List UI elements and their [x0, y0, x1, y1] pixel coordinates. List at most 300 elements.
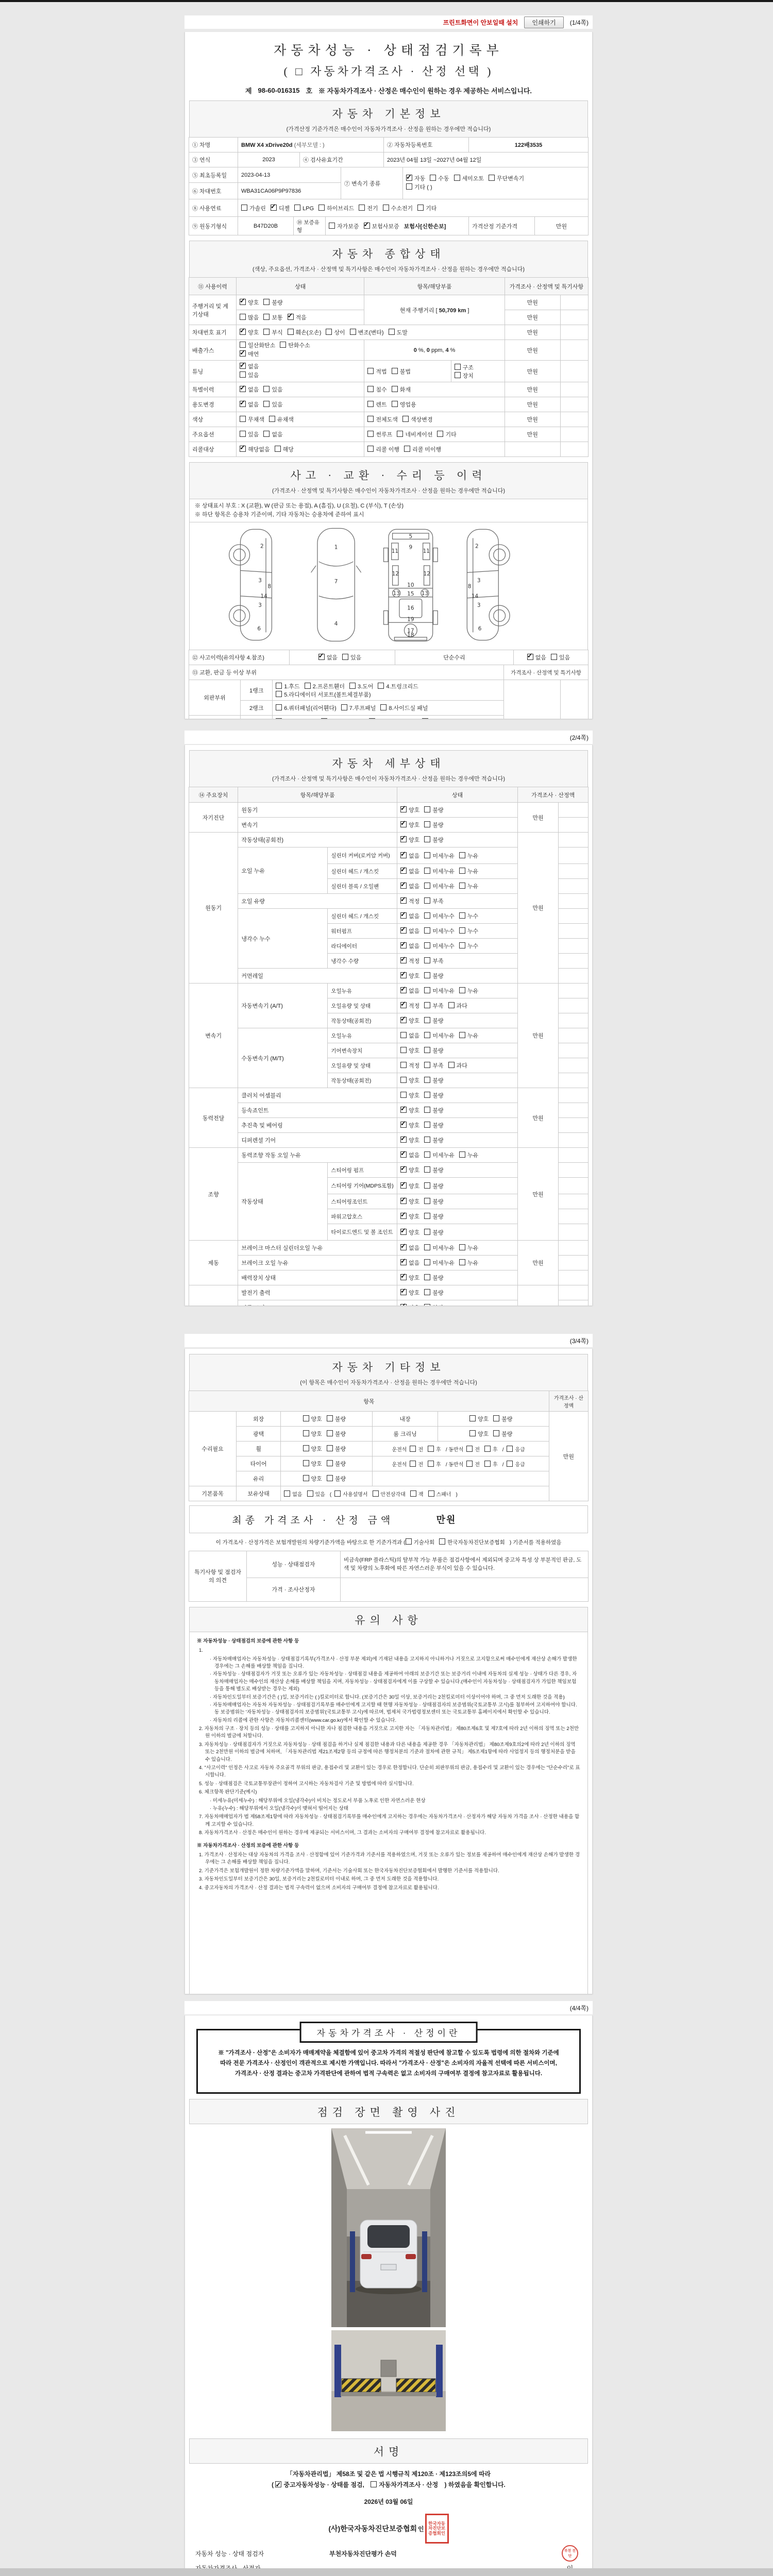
checkbox	[469, 1415, 476, 1421]
checkbox-option: 양호	[303, 1460, 322, 1468]
checkbox	[241, 205, 247, 211]
checkbox-option: 불법	[392, 367, 411, 376]
checkbox-option: 불량	[263, 298, 282, 307]
checkbox-option: 훼손(오손)	[288, 328, 322, 336]
checkbox	[359, 205, 365, 211]
checkbox-option: 5.라디에이터 서포트(볼트체결부품)	[276, 690, 371, 699]
checkbox-option: 불량	[327, 1430, 346, 1438]
checkbox	[406, 183, 412, 190]
checkbox	[455, 364, 461, 370]
checkbox	[400, 883, 407, 889]
checkbox	[263, 401, 270, 407]
checkbox-option: 양호	[469, 1430, 489, 1438]
checkbox-option: 부족	[424, 897, 443, 905]
checkbox-option: 없음	[400, 1031, 419, 1040]
svg-text:3: 3	[477, 602, 481, 608]
print-install-hint-link[interactable]: 프린트화면이 안보일때 설치	[443, 19, 518, 26]
checkbox-option: 있음	[263, 385, 282, 394]
checkbox-option: 수동	[430, 175, 449, 183]
checkbox	[527, 654, 533, 660]
checkbox-option: ✓없음	[240, 363, 259, 371]
checkbox	[400, 1047, 407, 1053]
checkbox	[406, 175, 412, 181]
checkbox	[240, 371, 246, 378]
checkbox	[318, 205, 325, 211]
checkbox-option: 양호	[400, 1046, 419, 1055]
checkbox-option: 불량	[327, 1460, 346, 1468]
svg-text:15: 15	[407, 591, 414, 598]
checkbox-option: 2.프론트휀더	[305, 682, 345, 690]
checkbox-option: 누유	[459, 867, 478, 875]
checkbox-option: 한국자동차진단보증협회	[439, 1538, 505, 1547]
checkbox	[410, 1446, 416, 1452]
checkbox-option: 색상변경	[402, 415, 433, 423]
checkbox-option: 미세누유	[424, 1031, 455, 1040]
checkbox	[263, 386, 270, 392]
association-seal: 한국자동차진단보증협회인	[425, 2514, 449, 2544]
checkbox	[400, 1151, 407, 1158]
svg-text:8: 8	[267, 583, 271, 590]
checkbox-option: 누수	[459, 942, 478, 950]
checkbox-option: 불량	[424, 1076, 443, 1084]
checkbox-option: ✓양호	[240, 298, 259, 307]
checkbox-option: 7.루프패널	[341, 704, 376, 712]
checkbox	[424, 1229, 430, 1235]
checkbox-option: ✓ 보험사보증	[364, 222, 399, 230]
checkbox-option: 기타	[437, 430, 456, 438]
svg-text:6: 6	[478, 625, 482, 632]
checkbox-option: 전	[410, 1460, 423, 1468]
inspection-photo-lift-view	[331, 2330, 446, 2431]
checkbox	[327, 1475, 333, 1481]
checkbox	[507, 1461, 513, 1467]
checkbox	[400, 836, 407, 842]
checkbox-option: 양호	[400, 1076, 419, 1084]
checkbox	[424, 957, 430, 963]
svg-text:7: 7	[334, 579, 338, 585]
checkbox	[288, 329, 294, 335]
checkbox-option: 부족	[424, 957, 443, 965]
checkbox-option: 4.트렁크리드	[378, 682, 418, 690]
accident-panel-table: ⑫ 사고이력(유의사항 4.참조) ✓ 없음 있음 단순수리 ✓ 없음 있음 ⑬ 교환, 판금 등 이상 부위 가격조사 · 산정액 및 특기사항 외판부위 1랭크 1.후드 2.프론트휀더 3.도어 4.트렁크리드5.라디에이터 서포트(볼트체결부품) 2랭크 6.쿼터패널(리어휀다) 7.루프패널 8.사이드실 패널	[185, 650, 592, 719]
checkbox-option	[321, 718, 364, 719]
checkbox-option: 불량	[327, 1475, 346, 1483]
svg-text:4: 4	[334, 621, 338, 628]
document-title: 자동차성능 · 상태점검기록부	[274, 44, 503, 58]
signature-block	[185, 2464, 592, 2574]
checkbox	[342, 654, 348, 660]
svg-text:9: 9	[409, 544, 413, 551]
document-subtitle: ( □ 자동차가격조사 · 산정 선택 )	[283, 65, 494, 78]
car-diagram-svg	[202, 523, 575, 646]
checkbox-option: ✓자동	[406, 175, 425, 183]
checkbox	[400, 1062, 407, 1068]
checkbox	[240, 431, 246, 437]
checkbox	[400, 1032, 407, 1038]
checkbox-option: 없음	[263, 430, 282, 438]
checkbox	[428, 1490, 434, 1497]
signature-organization: (사)한국자동차진단보증협회 인 한국자동차진단보증협회인	[195, 2512, 582, 2545]
about-price-survey-box	[196, 2029, 581, 2094]
checkbox-option: 자가보증	[329, 222, 359, 230]
checkbox	[400, 852, 407, 858]
checkbox	[321, 718, 327, 719]
checkbox	[371, 2481, 377, 2487]
checkbox	[284, 1490, 290, 1497]
checkbox	[326, 329, 332, 335]
checkbox-option: ✓ 양호	[400, 1106, 419, 1114]
checkbox	[367, 431, 374, 437]
inspector-seal: 부천 진단	[562, 2545, 578, 2562]
checkbox-option: 유채색	[269, 415, 294, 423]
signature-date: 2026년 03월 06일	[364, 2498, 413, 2506]
checkbox	[400, 1077, 407, 1083]
basic-info-table: ① 차명 BMW X4 xDrive20d (세부모델 : ) ② 자동차등록번호 122배3535 ③ 연식 2023 ④ 검사유효기간 2023년 04월 13일 ~2027년 04월 12일 ⑤ 최초등록일 2023-04-13 ⑦ 변속기 종류 ✓자동 수동 세미오토 무단변속기 기타 ( ) ⑥ 차대번호 WBA31CA06P9P97836 ⑧ 사용연료 가솔린 ✓ 디젤 LPG 하이브리드 전기 수소전기 기타 ⑨ 원동기형식 B47D20B ⑩ 보증유형 자가보증 ✓ 보험사보증 보험사[신한손보] 가격산정 기준가격 만원	[185, 137, 592, 235]
checkbox-option	[400, 1303, 419, 1306]
svg-text:10: 10	[407, 582, 414, 588]
checkbox-option: ✓ 없음	[400, 927, 419, 935]
checkbox-option: 도말	[389, 328, 408, 336]
checkbox-option: ✓ 디젤	[271, 204, 290, 212]
checkbox	[424, 1289, 430, 1295]
checkbox-option: ✓ 양호	[400, 1136, 419, 1144]
checkbox	[397, 431, 403, 437]
checkbox	[240, 350, 246, 357]
checkbox	[400, 1002, 407, 1008]
checkbox	[493, 1430, 499, 1436]
checkbox-option: 미세누유	[424, 1151, 455, 1159]
checkbox	[455, 372, 461, 378]
checkbox	[400, 942, 407, 948]
checkbox	[276, 691, 282, 697]
checkbox	[410, 1461, 416, 1467]
checkbox-option: 전기	[359, 204, 378, 212]
document-number-note: ※ 자동차가격조사 · 산정은 매수인이 원하는 경우 제공하는 서비스입니다.	[318, 87, 532, 95]
about-box-text: ※ "가격조사 · 산정"은 소비자가 매매계약을 체결함에 있어 중고차 가격의 적절성 판단에 참고할 수 있도록 법령에 의한 절차와 기준에 따라 전문 가격조사 · 산정인이 객관적으로 제시한 가액입니다. 따라서 "가격조사 · 산정"은 소비자의 자율적 선택에 따른 서비스이며, 가격조사 · 산정 결과는 중고차 가격판단에 관하여 법적 구속력은 없고 소비자의 구매여부 결정에 참고자료로 활용됩니다.	[218, 2050, 559, 2077]
checkbox	[424, 1182, 430, 1189]
checkbox-option: 안전삼각대	[373, 1490, 406, 1498]
checkbox	[400, 987, 407, 993]
checkbox-option: ✓중고자동차성능 · 상태를 점검,	[275, 2480, 364, 2490]
checkbox-option: ✓ 없음	[400, 942, 419, 950]
checkbox-option: 불량	[424, 806, 443, 814]
checkbox-option	[424, 1303, 443, 1306]
checkbox-option: 있음	[240, 371, 259, 380]
checkbox-option: 스패너	[428, 1490, 451, 1498]
checkbox-option: ✓ 없음	[400, 867, 419, 875]
checkbox	[400, 1198, 407, 1204]
checkbox-option: 있음	[342, 653, 361, 662]
record-page-3	[184, 1349, 593, 1994]
checkbox	[400, 1137, 407, 1143]
checkbox	[276, 683, 282, 689]
checkbox	[400, 912, 407, 919]
checkbox	[392, 386, 398, 392]
checkbox	[424, 1047, 430, 1053]
checkbox-option: 양호	[303, 1415, 322, 1423]
checkbox	[424, 1213, 430, 1219]
checkbox-option: ✓ 없음	[318, 653, 338, 662]
checkbox-option: ✓ 적정	[400, 1002, 419, 1010]
checkbox-option: 불량	[424, 1121, 443, 1129]
toolbar-strip-page3	[184, 1334, 593, 1347]
checkbox-option: 잭	[410, 1490, 424, 1498]
checkbox	[424, 987, 430, 993]
checkbox-option: 부식	[263, 328, 282, 336]
section-header-photos: 점검 장면 촬영 사진	[189, 2099, 588, 2124]
page-indicator-2: (2/4쪽)	[569, 734, 589, 741]
checkbox	[263, 314, 270, 320]
checkbox-option: ✓ 없음	[240, 400, 259, 409]
checkbox	[417, 205, 424, 211]
checkbox-option: 불량	[424, 1046, 443, 1055]
checkbox	[263, 329, 270, 335]
svg-text:8: 8	[467, 583, 472, 590]
signature-statement-2: ( ✓중고자동차성능 · 상태를 점검, 자동차가격조사 · 산정 ) 하였음을 확인합니다.	[195, 2480, 582, 2490]
detail-state-table: ⑭ 주요장치 항목/해당부품 상태 가격조사 · 산정액 자기진단 원동기 ✓ 양호 불량 만원 변속기 ✓ 양호 불량 원동기 작동상태(공회전) ✓ 양호 불량 만원 오일 누유 실린더 커버(로커암 커버) ✓ 없음 미세누유 누유 실린더 헤드 / 개스킷 ✓ 없음 미세누유 누유 실린더 블록 / 오일팬 ✓ 없음 미세누유 누유 오일 유량 ✓ 적정 부족 냉각수 누수 실린더 헤드 / 개스킷 ✓ 없음 미세누수 누수 워터펌프 ✓ 없음 미세누수 누수 라디에이터 ✓ 없음 미세누수 누수 냉각수 수량 ✓ 적정 부족 커먼레일 ✓ 양호 불량 변속기 자동변속기 (A/T) 오일누유 ✓ 없음 미세누유 누유 만원 오일유량 및 상태 ✓ 적정 부족 과다 작동상태(공회전) ✓ 양호 불량 수동변속기 (M/T) 오일누유 없음 미세누유 누유 기어변속장치 양호 불량 오일유량 및 상태 적정 부족 과다 작동상태(공회전) 양호 불량 동력전달 클러치 어셈블리 양호 불량 만원 등속죠인트 ✓ 양호 불량 추진축 및 베어링 ✓ 양호 불량 디퍼렌셜 기어 ✓ 양호 불량 조향 동력조향 작동 오일 누유 ✓ 없음 미세누유 누유 만원 작동상태 스티어링 펌프 ✓ 양호 불량 스티어링 기어(MDPS포함) ✓ 양호 불량 스티어링조인트 ✓ 양호 불량 파워고압호스 ✓ 양호 불량 타이로드엔드 및 볼 조인트 ✓ 양호 불량 제동 브레이크 마스터 실린더오일 누유 ✓ 없음 미세누유 누유 만원 브레이크 오일 누유 ✓ 없음 미세누유 누유 배력장치 상태 ✓ 양호 불량 발전기 출력 ✓ 양호 불량 ✓	[185, 787, 592, 1306]
checkbox	[459, 1244, 465, 1250]
checkbox	[424, 1002, 430, 1008]
checkbox	[400, 868, 407, 874]
checkbox	[484, 1461, 491, 1467]
checkbox	[469, 1430, 476, 1436]
checkbox-option: ✓ 없음	[400, 912, 419, 920]
checkbox	[400, 1274, 407, 1280]
checkbox	[240, 314, 246, 320]
checkbox	[240, 342, 246, 348]
checkbox-option: ✓ 양호	[400, 1274, 419, 1282]
checkbox	[240, 299, 246, 305]
checkbox-option: 전	[466, 1445, 480, 1453]
checkbox	[402, 416, 409, 422]
checkbox-option: 양호	[303, 1475, 322, 1483]
checkbox	[424, 1259, 430, 1265]
final-price-title: 최종 가격조사 · 산정 금액	[232, 1515, 394, 1526]
svg-text:14: 14	[471, 593, 479, 600]
section-header-signature: 서명	[189, 2438, 588, 2464]
section-header-other-info: 자동차 기타정보 (이 항목은 매수인이 자동차가격조사 · 산정을 원하는 경우에만 적습니다)	[189, 1354, 588, 1391]
checkbox-option: 불량	[424, 1106, 443, 1114]
checkbox-option: 불량	[424, 1274, 443, 1282]
checkbox	[459, 883, 465, 889]
checkbox-option: ✓ 없음	[400, 882, 419, 890]
checkbox-option: ✓ 적정	[400, 897, 419, 905]
checkbox-option: ✓ 양호	[400, 1182, 419, 1190]
comprehensive-state-table: ⑪ 사용이력 상태 항목/해당부품 가격조사 · 산정액 및 특기사항 주행거리 및 계기상태 ✓양호 불량 현재 주행거리 [ 50,709 km ] 만원 많음 보통 ✓ 적음 만원 차대번호 표기 ✓ 양호 부식 훼손(오손) 상이 변조(변타) 도말 만원 배출가스 일산화탄소 탄화수소 ✓매연 0 %, 0 ppm, 4 % 만원 튜닝 ✓없음 있음 적법 불법 구조장치 만원 특별이력 ✓ 없음 있음 침수 화재 만원 용도변경 ✓ 없음 있음 렌트 영업용 만원 색상 무채색 유채색 전체도색 색상변경 만원 주요옵션 있음 없음 썬루프 네비게이션 기타 만원 리콜대상 ✓ 해당없음 해당 리콜 이행 리콜 미이행	[185, 277, 592, 457]
checkbox-option: 세미오토	[454, 175, 484, 183]
checkbox	[400, 1304, 407, 1306]
checkbox-option: 불량	[424, 1166, 443, 1174]
checkbox	[551, 654, 557, 660]
checkbox	[276, 704, 282, 710]
checkbox-option: 미세누유	[424, 1244, 455, 1252]
checkbox-option: ✓ 양호	[240, 328, 259, 336]
toolbar-strip-page2	[184, 731, 593, 744]
checkbox-option: 기타	[417, 204, 436, 212]
checkbox	[240, 401, 246, 407]
checkbox-option: 누유	[459, 882, 478, 890]
checkbox-option: 미세누유	[424, 852, 455, 860]
checkbox-option: 양호	[303, 1445, 322, 1453]
signature-statement-1: 「자동차관리법」 제58조 및 같은 법 시행규칙 제120조 · 제123조의5에 따라	[286, 2470, 491, 2478]
checkbox	[400, 1213, 407, 1219]
checkbox	[240, 416, 246, 422]
checkbox	[263, 431, 270, 437]
checkbox	[392, 368, 398, 374]
checkbox	[459, 1032, 465, 1038]
checkbox-option: 양호	[469, 1415, 489, 1423]
checkbox	[240, 363, 246, 369]
checkbox	[424, 1198, 430, 1204]
checkbox	[367, 446, 374, 452]
checkbox-option: 화재	[392, 385, 411, 394]
checkbox-option: 일산화탄소	[240, 342, 275, 350]
checkbox-option: 있음	[307, 1490, 325, 1498]
checkbox	[424, 1274, 430, 1280]
section-header-notice: 유의 사항	[189, 1607, 588, 1632]
checkbox-option	[276, 718, 316, 719]
checkbox	[392, 401, 398, 407]
checkbox-option: 양호	[303, 1430, 322, 1438]
checkbox-option: 있음	[263, 400, 282, 409]
accident-note-1: ※ 상태표시 부호 : X (교환), W (판금 또는 용접), A (흠집), U (요철), C (부식), T (손상)	[195, 503, 404, 509]
checkbox	[400, 1107, 407, 1113]
checkbox-option: ✓ 양호	[400, 1212, 419, 1221]
checkbox-option: 8.사이드실 패널	[380, 704, 428, 712]
checkbox-option: 자동차가격조사 · 산정	[371, 2480, 438, 2490]
signer-row: 자동차 성능 · 상태 점검자 부천자동차진단평가 손덕 부천 진단	[195, 2547, 582, 2560]
checkbox-option: ✓ 양호	[400, 806, 419, 814]
checkbox-option: ✓ 적음	[288, 313, 307, 321]
checkbox-option: 영업용	[392, 400, 416, 409]
final-price-unit: 만원	[436, 1515, 457, 1525]
checkbox	[276, 718, 282, 719]
checkbox	[400, 1289, 407, 1295]
svg-text:18: 18	[407, 632, 414, 639]
checkbox	[406, 1538, 412, 1545]
checkbox	[484, 1446, 491, 1452]
checkbox	[400, 1182, 407, 1189]
checkbox	[327, 1460, 333, 1466]
checkbox-option: 6.쿼터패널(리어휀다)	[276, 704, 337, 712]
checkbox-option: 미세누수	[424, 927, 455, 935]
checkbox	[459, 987, 465, 993]
checkbox	[404, 446, 410, 452]
checkbox-option: 있음	[551, 653, 570, 662]
checkbox-option	[422, 718, 471, 719]
other-info-table: 항목 가격조사 · 산정액 수리필요 외장 양호 불량 내장 양호 불량 만원 광택 양호 불량 룸 크리닝 양호 불량 휠 양호 불량 운전석 전 후 / 동반석 전 후 / 응급 타이어 양호 불량 운전석 전 후 / 동반석 전 후 / 응급 유리 양호 불량 기본품목 보유상태 없음 있음 ( 사용설명서 안전삼각대 잭 스패너 )	[185, 1391, 592, 1501]
checkbox-option: ✓ 양호	[400, 1121, 419, 1129]
checkbox	[307, 1490, 313, 1497]
checkbox	[288, 314, 294, 320]
checkbox	[459, 1151, 465, 1158]
toolbar-strip-page4	[184, 2001, 593, 2014]
checkbox-option: 불량	[327, 1415, 346, 1423]
checkbox	[367, 368, 374, 374]
checkbox	[349, 683, 356, 689]
checkbox	[428, 1446, 434, 1452]
car-damage-diagram	[189, 522, 588, 650]
checkbox	[275, 446, 281, 452]
checkbox-option: 침수	[367, 385, 386, 394]
checkbox	[280, 342, 286, 348]
checkbox-option: 불량	[424, 1136, 443, 1144]
checkbox-option: 전체도색	[367, 415, 398, 423]
checkbox	[367, 386, 374, 392]
checkbox	[269, 416, 275, 422]
checkbox-option: 적정	[400, 1061, 419, 1070]
checkbox	[424, 1244, 430, 1250]
checkbox	[383, 205, 389, 211]
checkbox-option: 누수	[459, 912, 478, 920]
checkbox-option: ✓ 양호	[400, 1289, 419, 1297]
checkbox-option: ✓ 양호	[400, 836, 419, 844]
svg-text:13: 13	[421, 590, 429, 597]
record-page-4	[184, 2015, 593, 2574]
record-page-1	[184, 32, 593, 719]
checkbox-option: 불량	[424, 1182, 443, 1190]
checkbox	[400, 1229, 407, 1235]
checkbox	[341, 704, 347, 710]
checkbox-option: 불량	[493, 1415, 512, 1423]
checkbox	[439, 1538, 445, 1545]
checkbox	[400, 957, 407, 963]
checkbox	[305, 683, 311, 689]
checkbox	[400, 1017, 407, 1023]
checkbox	[400, 1244, 407, 1250]
checkbox	[424, 897, 430, 904]
checkbox-option: 불량	[424, 1016, 443, 1025]
checkbox	[428, 1461, 434, 1467]
checkbox	[303, 1460, 309, 1466]
checkbox	[424, 1017, 430, 1023]
checkbox-option: ✓ 양호	[400, 821, 419, 829]
checkbox	[275, 2481, 281, 2487]
section-header-comprehensive: 자동차 종합상태 (색상, 주요옵션, 가격조사 · 산정액 및 특기사항은 매수인이 자동차가격조사 · 산정을 원하는 경우에만 적습니다)	[189, 241, 588, 278]
checkbox-option: 구조	[455, 363, 474, 371]
checkbox	[329, 223, 335, 229]
checkbox	[424, 1166, 430, 1173]
svg-text:12: 12	[423, 571, 430, 578]
checkbox-option: 미세누수	[424, 912, 455, 920]
checkbox-option: 리콜 미이행	[404, 445, 441, 453]
checkbox-option: 변조(변타)	[350, 328, 384, 336]
checkbox	[437, 431, 443, 437]
checkbox-option: 불량	[424, 821, 443, 829]
checkbox-option: 썬루프	[367, 430, 392, 438]
checkbox	[400, 897, 407, 904]
checkbox-option: 불량	[424, 1289, 443, 1297]
checkbox-option: 미세누유	[424, 867, 455, 875]
checkbox	[424, 1137, 430, 1143]
checkbox	[303, 1430, 309, 1436]
checkbox	[424, 1062, 430, 1068]
inspection-photo-rear-view	[331, 2128, 446, 2327]
checkbox-option: 누유	[459, 1151, 478, 1159]
checkbox	[489, 175, 495, 181]
print-button[interactable]: 인쇄하기	[524, 16, 563, 28]
checkbox	[369, 718, 375, 719]
checkbox-option: 해당	[275, 445, 294, 453]
checkbox	[424, 1304, 430, 1306]
checkbox-option: 전	[466, 1460, 480, 1468]
checkbox	[424, 1122, 430, 1128]
checkbox-option: 부족	[424, 1002, 443, 1010]
checkbox	[400, 972, 407, 978]
svg-text:16: 16	[407, 605, 414, 612]
record-page-2	[184, 745, 593, 1306]
document-number-line: 제 98-60-016315 호 ※ 자동차가격조사 · 산정은 매수인이 원하는 경우 제공하는 서비스입니다.	[245, 87, 532, 95]
